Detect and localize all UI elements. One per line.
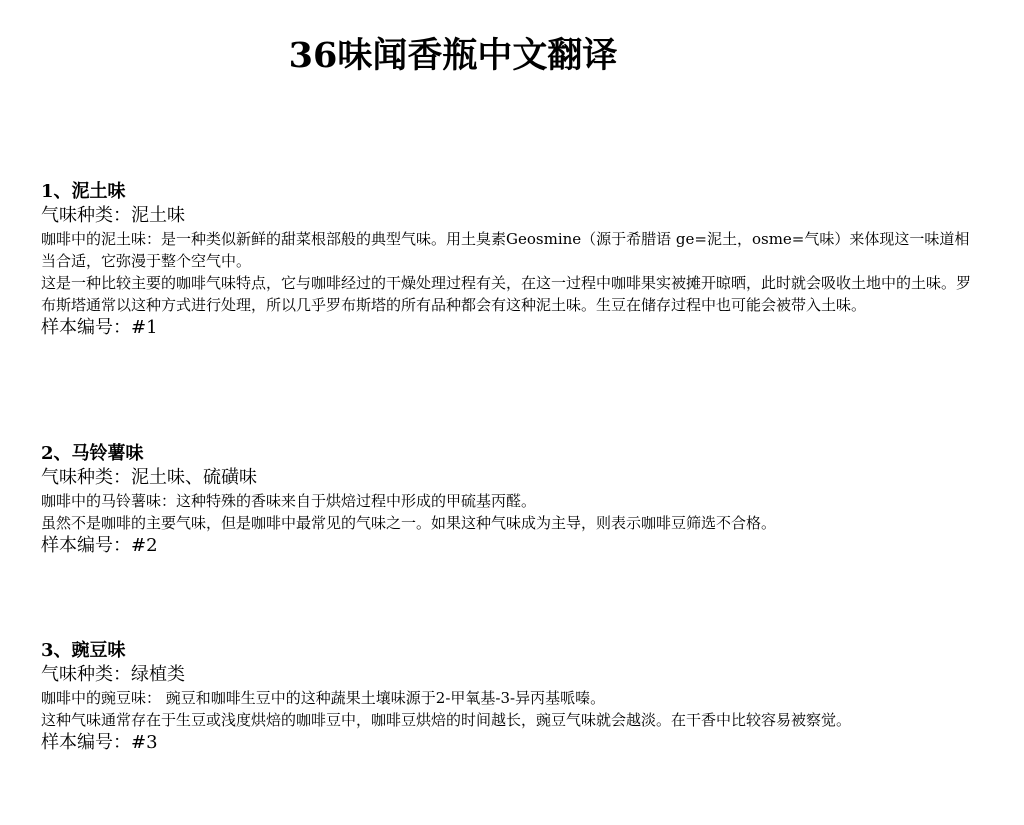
aroma-entry-earthy [41,180,981,340]
description-paragraph: 虽然不是咖啡的主要气味，但是咖啡中最常见的气味之一。如果这种气味成为主导，则表示咖啡豆筛选不合格。 [41,514,777,532]
description-paragraph: 咖啡中的豌豆味： 豌豆和咖啡生豆中的这种蔬果土壤味源于2-甲氧基-3-异丙基哌嗪。 [41,689,606,707]
sample-number-line: 样本编号：#3 [41,732,158,753]
entry-heading: 2、马铃薯味 [41,443,144,464]
odor-type-line: 气味种类：绿植类 [41,664,185,685]
description-paragraph: 这种气味通常存在于生豆或浅度烘焙的咖啡豆中，咖啡豆烘焙的时间越长，豌豆气味就会越淡。在干香中比较容易被察觉。 [41,711,852,729]
page-title: 36味闻香瓶中文翻译 [288,35,618,76]
description-paragraph: 咖啡中的马铃薯味：这种特殊的香味来自于烘焙过程中形成的甲硫基丙醛。 [41,492,537,510]
aroma-entry-pea [41,639,981,755]
entry-heading: 3、豌豆味 [41,640,126,661]
description-paragraph: 这是一种比较主要的咖啡气味特点，它与咖啡经过的干燥处理过程有关，在这一过程中咖啡果实被摊开晾晒，此时就会吸收土地中的土味。罗布斯塔通常以这种方式进行处理，所以几乎罗布斯塔的所有品种都会有这种泥土味。生豆在储存过程中也可能会被带入土味。 [41,274,972,314]
entry-heading: 1、泥土味 [41,181,126,202]
odor-type-line: 气味种类：泥土味、硫磺味 [41,467,257,488]
odor-type-line: 气味种类：泥土味 [41,205,185,226]
aroma-entry-potato [41,442,981,558]
sample-number-line: 样本编号：#1 [41,317,158,338]
description-paragraph: 咖啡中的泥土味：是一种类似新鲜的甜菜根部般的典型气味。用土臭素Geosmine（源于希腊语 ge=泥土，osme=气味）来体现这一味道相当合适，它弥漫于整个空气中。 [41,230,970,270]
sample-number-line: 样本编号：#2 [41,535,158,556]
